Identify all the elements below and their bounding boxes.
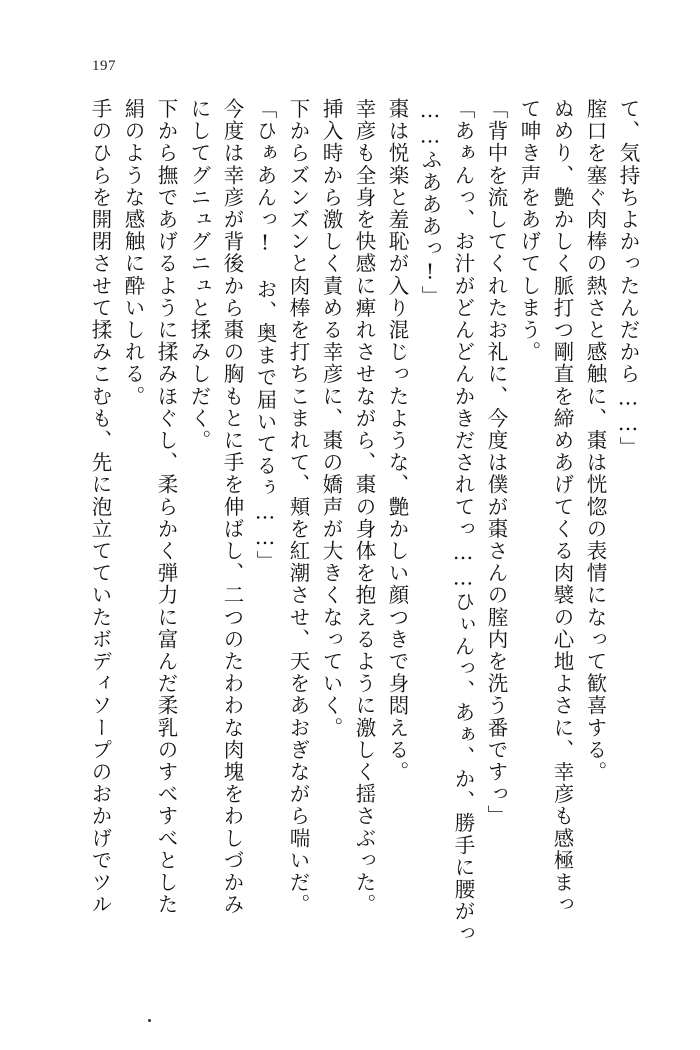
vertical-text-body bbox=[62, 98, 638, 988]
text-column: て、気持ちよかったんだから……」 bbox=[616, 98, 640, 459]
text-column: 幸彦も全身を快感に痺れさせながら、棗の身体を抱えるように激しく揺さぶった。 bbox=[352, 98, 376, 916]
text-column: 「ひぁあんっ! お、奥まで届いてるぅ……」 bbox=[253, 98, 277, 573]
text-column: 手のひらを開閉させて揉みこむも、先に泡立てていたボディソープのおかげでツル bbox=[88, 98, 112, 916]
text-column: て呻き声をあげてしまう。 bbox=[517, 98, 541, 364]
text-column: 下からズンズンと肉棒を打ちこまれて、頬を紅潮させ、天をあおぎながら喘いだ。 bbox=[286, 98, 310, 916]
page-number: 197 bbox=[92, 58, 116, 74]
bottom-dot-mark bbox=[148, 1019, 151, 1022]
text-column: ぬめり、艶かしく脈打つ剛直を締めあげてくる肉襞の心地よさに、幸彦も感極まっ bbox=[550, 98, 574, 916]
text-column: 今度は幸彦が背後から棗の胸もとに手を伸ばし、二つのたわわな肉塊をわしづかみ bbox=[220, 98, 244, 916]
text-column: 棗は悦楽と羞恥が入り混じったような、艶かしい顔つきで身悶える。 bbox=[385, 98, 409, 784]
text-column: ……ふあああっ!」 bbox=[418, 98, 442, 308]
text-column: にしてグニュグニュと揉みしだく。 bbox=[187, 98, 211, 452]
text-column: 絹のような感触に酔いしれる。 bbox=[121, 98, 145, 408]
text-column: 「あぁんっ、お汁がどんどんかきだされてっ……ひぃんっ、あぁ、か、勝手に腰がっ bbox=[451, 98, 475, 945]
text-column: 下から撫であげるように揉みほぐし、柔らかく弾力に富んだ柔乳のすべすべとした bbox=[154, 98, 178, 916]
text-column: 腟口を塞ぐ肉棒の熱さと感触に、棗は恍惚の表情になって歓喜する。 bbox=[583, 98, 607, 784]
text-column: 挿入時から激しく責める幸彦に、棗の嬌声が大きくなっていく。 bbox=[319, 98, 343, 739]
text-column: 「背中を流してくれたお礼に、今度は僕が棗さんの腟内を洗う番ですっ」 bbox=[484, 98, 508, 828]
